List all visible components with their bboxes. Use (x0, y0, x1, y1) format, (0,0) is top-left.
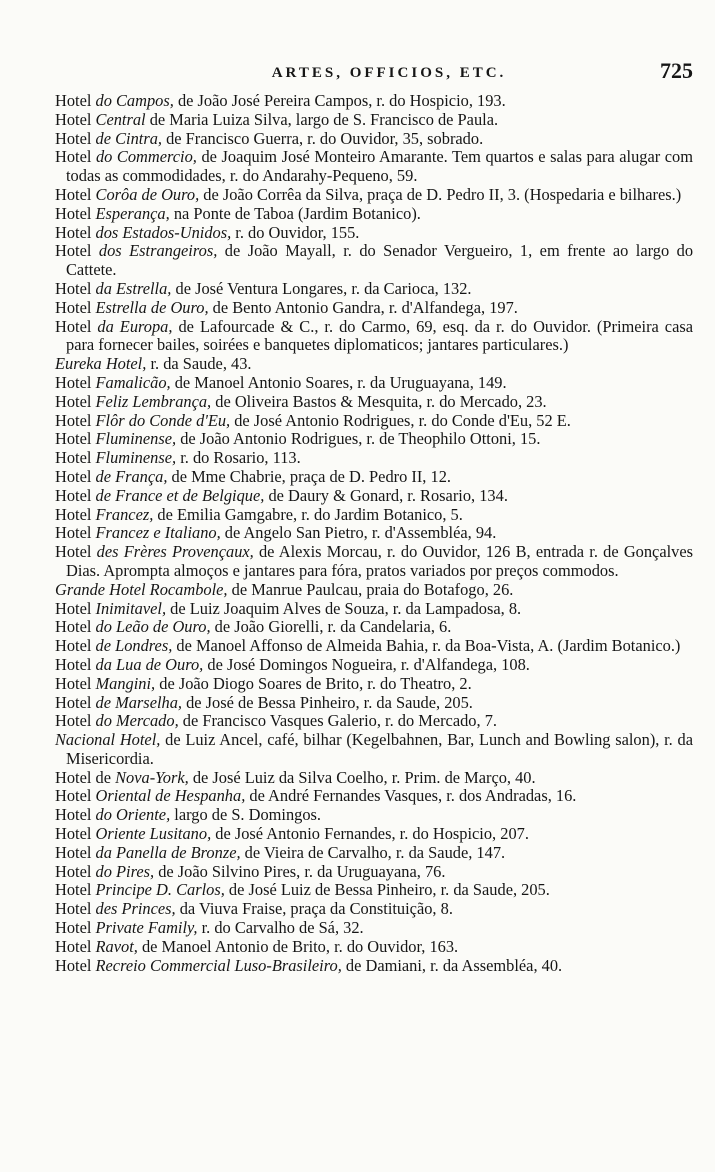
page-number: 725 (660, 58, 693, 83)
entry-prefix: Hotel (55, 91, 96, 110)
hotel-name: Private Family, (95, 918, 198, 938)
entry-prefix: Hotel (55, 918, 96, 938)
hotel-name: da Estrella, (95, 278, 172, 298)
entry-details: de João Mayall, r. do Senador Vergueiro, 1, em frente ao largo do Cattete. (66, 241, 694, 280)
hotel-name: Francez e Italiano, (95, 523, 221, 543)
entry-details: de João José Pereira Campos, r. do Hospicio, 193. (173, 91, 506, 110)
list-item (55, 506, 693, 525)
entry-prefix: Hotel (55, 786, 96, 806)
list-item (55, 957, 693, 976)
hotel-name: Famalicão, (95, 372, 171, 392)
entry-details: r. do Carvalho de Sá, 32. (197, 918, 364, 938)
entry-details: de João Corrêa da Silva, praça de D. Pedro II, 3. (Hospedaria e bilhares.) (199, 184, 682, 204)
list-item (55, 581, 693, 600)
entry-details: de João Silvino Pires, r. da Uruguayana, 76. (154, 861, 446, 881)
list-item (55, 299, 693, 318)
entry-details: de José Antonio Rodrigues, r. do Conde d'Eu, 52 E. (230, 410, 571, 430)
entry-prefix: Hotel (55, 316, 98, 336)
hotel-name: Ravot, (95, 936, 138, 956)
entry-prefix: Hotel (55, 523, 96, 543)
hotel-name: de Londres, (95, 636, 173, 656)
entry-prefix: Hotel de (55, 767, 116, 787)
entry-details: de Vieira de Carvalho, r. da Saude, 147. (240, 842, 506, 862)
hotel-name: Central (95, 109, 146, 129)
hotel-name: do Campos, (95, 91, 174, 110)
list-item (55, 731, 693, 769)
entry-details: de Angelo San Pietro, r. d'Assembléa, 94. (220, 523, 497, 543)
list-item (55, 148, 693, 186)
hotel-name: do Leão de Ouro, (95, 617, 211, 637)
entry-details: de Manoel Antonio de Brito, r. do Ouvidor, 163. (137, 936, 459, 956)
entry-prefix: Hotel (55, 128, 96, 148)
entry-prefix: Hotel (55, 278, 96, 298)
list-item (55, 393, 693, 412)
hotel-name: de Cintra, (95, 128, 162, 148)
list-item (55, 825, 693, 844)
hotel-name: do Commercio, (95, 147, 197, 167)
list-item (55, 355, 693, 374)
entry-details: de José de Bessa Pinheiro, r. da Saude, 205. (182, 692, 473, 712)
list-item (55, 694, 693, 713)
list-item (55, 787, 693, 806)
list-item (55, 186, 693, 205)
entry-prefix: Hotel (55, 936, 96, 956)
hotel-name: Nova-York, (115, 767, 189, 787)
hotel-name: Nacional Hotel, (55, 730, 161, 750)
entry-prefix: Hotel (55, 147, 96, 167)
hotel-name: dos Estrangeiros, (98, 241, 218, 261)
entry-prefix: Hotel (55, 899, 96, 919)
list-item (55, 111, 693, 130)
list-item (55, 618, 693, 637)
entry-prefix: Hotel (55, 410, 96, 430)
entry-details: de João Giorelli, r. da Candelaria, 6. (210, 617, 452, 637)
entry-details: de Luiz Ancel, café, bilhar (Kegelbahnen, Bar, Lunch and Bowling salon), r. da Misericordia. (66, 730, 693, 768)
list-item (55, 280, 693, 299)
hotel-name: Flôr do Conde d'Eu, (95, 410, 231, 430)
list-item (55, 600, 693, 619)
entry-prefix: Hotel (55, 617, 96, 637)
entry-prefix: Hotel (55, 955, 96, 975)
entry-prefix: Hotel (55, 654, 96, 674)
hotel-name: Mangini, (95, 673, 156, 693)
entry-prefix: Hotel (55, 692, 96, 712)
entry-details: de Bento Antonio Gandra, r. d'Alfandega, 197. (208, 297, 518, 317)
entry-prefix: Hotel (55, 241, 99, 261)
entry-details: r. da Saude, 43. (146, 354, 252, 374)
list-item (55, 205, 693, 224)
entry-details: de Manoel Affonso de Almeida Bahia, r. da Boa-Vista, A. (Jardim Botanico.) (172, 636, 681, 656)
entry-details: na Ponte de Taboa (Jardim Botanico). (169, 203, 421, 223)
entry-prefix: Hotel (55, 824, 96, 844)
hotel-name: Estrella de Ouro, (95, 297, 209, 317)
hotel-name: Francez, (95, 504, 154, 524)
hotel-name: Recreio Commercial Luso-Brasileiro, (95, 955, 342, 975)
hotel-name: da Lua de Ouro, (95, 654, 204, 674)
hotel-name: Feliz Lembrança, (95, 391, 212, 411)
entry-details: de Oliveira Bastos & Mesquita, r. do Mercado, 23. (211, 391, 547, 411)
entry-prefix: Hotel (55, 448, 96, 468)
entry-prefix: Hotel (55, 542, 97, 562)
entry-prefix: Hotel (55, 429, 96, 449)
hotel-name: des Princes, (95, 899, 176, 919)
entry-details: de Damiani, r. da Assembléa, 40. (341, 955, 563, 975)
entry-prefix: Hotel (55, 372, 96, 392)
entry-details: de José Ventura Longares, r. da Carioca, 132. (171, 278, 472, 298)
hotel-name: da Europa, (97, 316, 173, 336)
hotel-listing (55, 92, 693, 975)
list-item (55, 919, 693, 938)
entry-details: de Emilia Gamgabre, r. do Jardim Botanico, 5. (153, 504, 463, 524)
entry-prefix: Hotel (55, 109, 96, 129)
entry-details: de Alexis Morcau, r. do Ouvidor, 126 B, entrada r. de Gonçalves Dias. Aprompta almoços e jantares para fóra, pratos variados por preços commodos. (66, 542, 693, 580)
list-item (55, 543, 693, 581)
entry-details: de José Luiz da Silva Coelho, r. Prim. de Março, 40. (188, 767, 536, 787)
entry-prefix: Hotel (55, 842, 96, 862)
entry-prefix: Hotel (55, 485, 96, 505)
entry-prefix: Hotel (55, 711, 96, 731)
hotel-name: da Panella de Bronze, (95, 842, 241, 862)
entry-prefix: Hotel (55, 636, 96, 656)
list-item (55, 412, 693, 431)
entry-details: de Francisco Vasques Galerio, r. do Mercado, 7. (178, 711, 497, 731)
hotel-name: Fluminense, (95, 429, 177, 449)
entry-prefix: Hotel (55, 673, 96, 693)
hotel-name: de França, (95, 466, 168, 486)
entry-prefix: Hotel (55, 805, 96, 825)
hotel-name: Oriental de Hespanha, (95, 786, 246, 806)
entry-details: de João Antonio Rodrigues, r. de Theophilo Ottoni, 15. (176, 429, 541, 449)
entry-details: de Manrue Paulcau, praia do Botafogo, 26. (227, 579, 514, 599)
entry-details: de Mme Chabrie, praça de D. Pedro II, 12. (167, 466, 451, 486)
list-item (55, 374, 693, 393)
list-item (55, 224, 693, 243)
entry-details: largo de S. Domingos. (170, 805, 322, 825)
list-item (55, 881, 693, 900)
list-item (55, 487, 693, 506)
list-item (55, 468, 693, 487)
list-item (55, 938, 693, 957)
hotel-name: Principe D. Carlos, (95, 880, 225, 900)
entry-details: r. do Ouvidor, 155. (231, 222, 360, 242)
entry-details: de Luiz Joaquim Alves de Souza, r. da Lampadosa, 8. (166, 598, 522, 618)
list-item (55, 92, 693, 111)
hotel-name: Esperança, (95, 203, 170, 223)
entry-details: de André Fernandes Vasques, r. dos Andradas, 16. (245, 786, 577, 806)
list-item (55, 637, 693, 656)
list-item (55, 130, 693, 149)
entry-prefix: Hotel (55, 203, 96, 223)
entry-prefix: Hotel (55, 880, 96, 900)
list-item (55, 242, 693, 280)
entry-details: de José Luiz de Bessa Pinheiro, r. da Saude, 205. (224, 880, 550, 900)
hotel-name: de France et de Belgique, (95, 485, 265, 505)
list-item (55, 844, 693, 863)
running-title: ARTES, OFFICIOS, ETC. (271, 65, 507, 81)
list-item (55, 318, 693, 356)
entry-prefix: Hotel (55, 504, 96, 524)
list-item (55, 449, 693, 468)
hotel-name: do Mercado, (95, 711, 179, 731)
entry-prefix: Hotel (55, 222, 96, 242)
entry-details: de Lafourcade & C., r. do Carmo, 69, esq. da r. do Ouvidor. (Primeira casa para fornecer bailes, soirées e banquetes diplomaticos; jantares particulares.) (66, 316, 694, 355)
page-header (55, 58, 693, 92)
entry-details: de Maria Luiza Silva, largo de S. Francisco de Paula. (145, 109, 499, 129)
entry-details: de Joaquim José Monteiro Amarante. Tem quartos e salas para alugar com todas as commodidades, r. do Andarahy-Pequeno, 59. (66, 147, 693, 186)
list-item (55, 863, 693, 882)
entry-details: da Viuva Fraise, praça da Constituição, 8. (175, 899, 453, 919)
entry-details: de Manoel Antonio Soares, r. da Uruguayana, 149. (170, 372, 507, 392)
list-item (55, 675, 693, 694)
hotel-name: Grande Hotel Rocambole, (55, 579, 228, 599)
hotel-name: dos Estados-Unidos, (95, 222, 232, 242)
list-item (55, 656, 693, 675)
entry-prefix: Hotel (55, 391, 96, 411)
list-item (55, 900, 693, 919)
entry-details: r. do Rosario, 113. (176, 448, 301, 468)
entry-prefix: Hotel (55, 598, 96, 618)
entry-prefix: Hotel (55, 861, 96, 881)
list-item (55, 769, 693, 788)
entry-prefix: Hotel (55, 466, 96, 486)
hotel-name: des Frères Provençaux, (96, 542, 254, 562)
list-item (55, 806, 693, 825)
entry-details: de Daury & Gonard, r. Rosario, 134. (264, 485, 508, 505)
hotel-name: Corôa de Ouro, (95, 184, 200, 204)
entry-prefix: Hotel (55, 297, 96, 317)
hotel-name: do Oriente, (95, 805, 171, 825)
entry-details: de José Antonio Fernandes, r. do Hospicio, 207. (211, 824, 529, 844)
hotel-name: Oriente Lusitano, (95, 824, 212, 844)
entry-prefix: Hotel (55, 184, 96, 204)
entry-details: de João Diogo Soares de Brito, r. do Theatro, 2. (155, 673, 472, 693)
list-item (55, 430, 693, 449)
hotel-name: Inimitavel, (95, 598, 167, 618)
entry-details: de José Domingos Nogueira, r. d'Alfandega, 108. (203, 654, 530, 674)
hotel-name: do Pires, (95, 861, 155, 881)
list-item (55, 524, 693, 543)
entry-details: de Francisco Guerra, r. do Ouvidor, 35, sobrado. (162, 128, 484, 148)
list-item (55, 712, 693, 731)
hotel-name: Eureka Hotel, (55, 354, 147, 374)
hotel-name: de Marselha, (95, 692, 183, 712)
hotel-name: Fluminense, (95, 448, 177, 468)
